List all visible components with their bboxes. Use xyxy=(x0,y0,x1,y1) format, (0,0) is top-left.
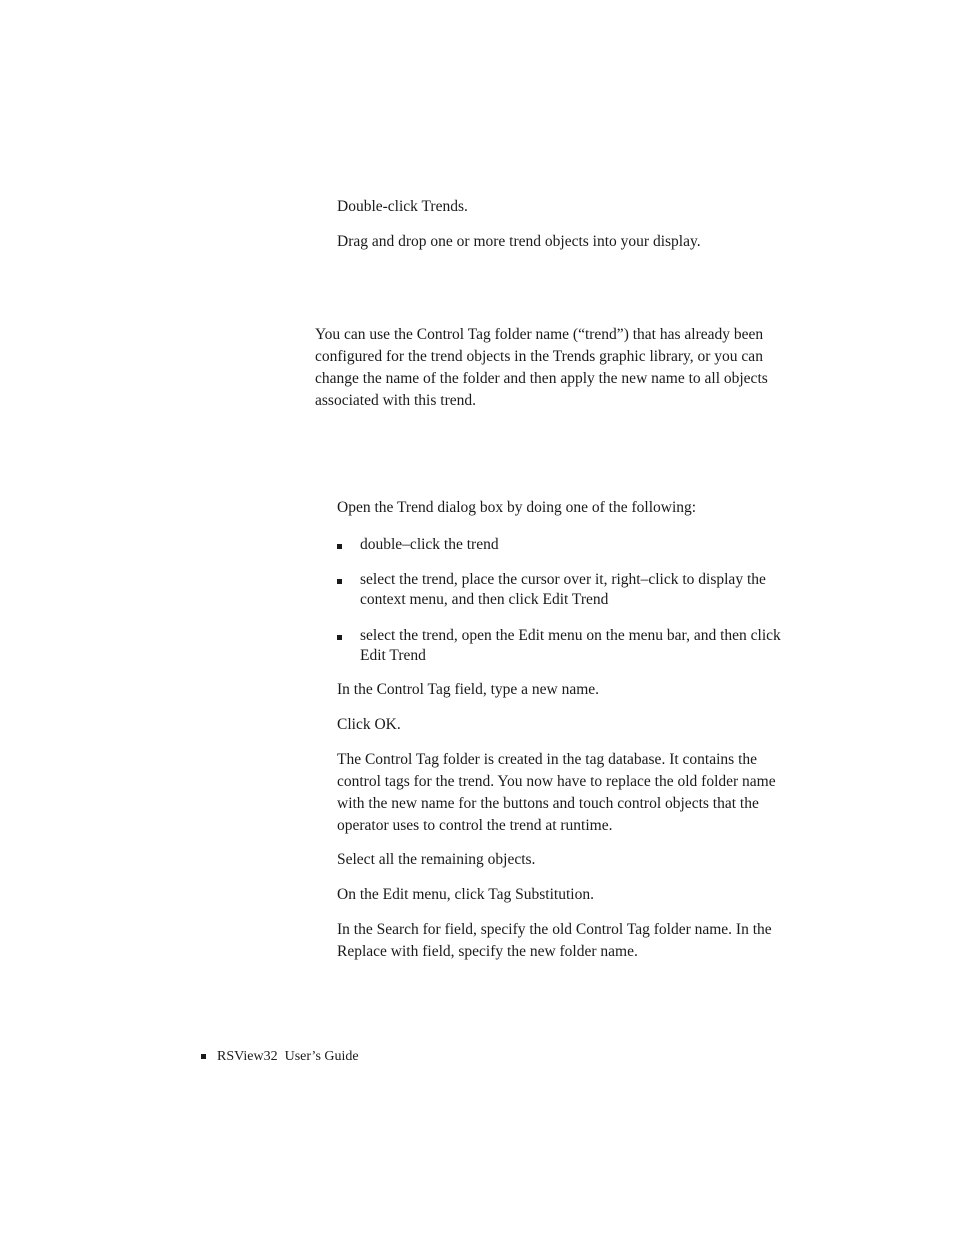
bullet-icon xyxy=(337,579,342,584)
bullet-icon xyxy=(337,544,342,549)
step-drag-drop-trend-objects: Drag and drop one or more trend objects into your display. xyxy=(337,233,701,250)
list-item-text: select the trend, place the cursor over it, right–click to display the context menu, and then click Edit Trend xyxy=(360,571,766,608)
running-footer: RSView32 User’s Guide xyxy=(217,1049,359,1064)
step-search-replace-folder-name: In the Search for field, specify the old Control Tag folder name. In the Replace with field, specify the new folder name. xyxy=(337,921,772,960)
footer-bullet-icon xyxy=(201,1054,206,1059)
bullet-icon xyxy=(337,635,342,640)
step-type-control-tag-name: In the Control Tag field, type a new name. xyxy=(337,681,600,698)
step-tag-substitution: On the Edit menu, click Tag Substitution. xyxy=(337,886,594,903)
control-tag-folder-paragraph: The Control Tag folder is created in the tag database. It contains the control tags for the trend. You now have to replace the old folder name with the new name for the buttons and touch control objects that the operator uses to control the trend at runtime. xyxy=(337,751,776,834)
step-double-click-trends: Double-click Trends. xyxy=(337,198,468,215)
intro-paragraph: You can use the Control Tag folder name (“trend”) that has already been configured for the trend objects in the Trends graphic library, or you can change the name of the folder and then apply the new name to all objects associated with this trend. xyxy=(315,326,768,409)
step-click-ok: Click OK. xyxy=(337,716,401,733)
step-open-trend-dialog: Open the Trend dialog box by doing one of the following: xyxy=(337,499,697,516)
list-item-text: select the trend, open the Edit menu on the menu bar, and then click Edit Trend xyxy=(360,627,781,664)
step-select-remaining-objects: Select all the remaining objects. xyxy=(337,851,536,868)
list-item-text: double–click the trend xyxy=(360,536,499,553)
